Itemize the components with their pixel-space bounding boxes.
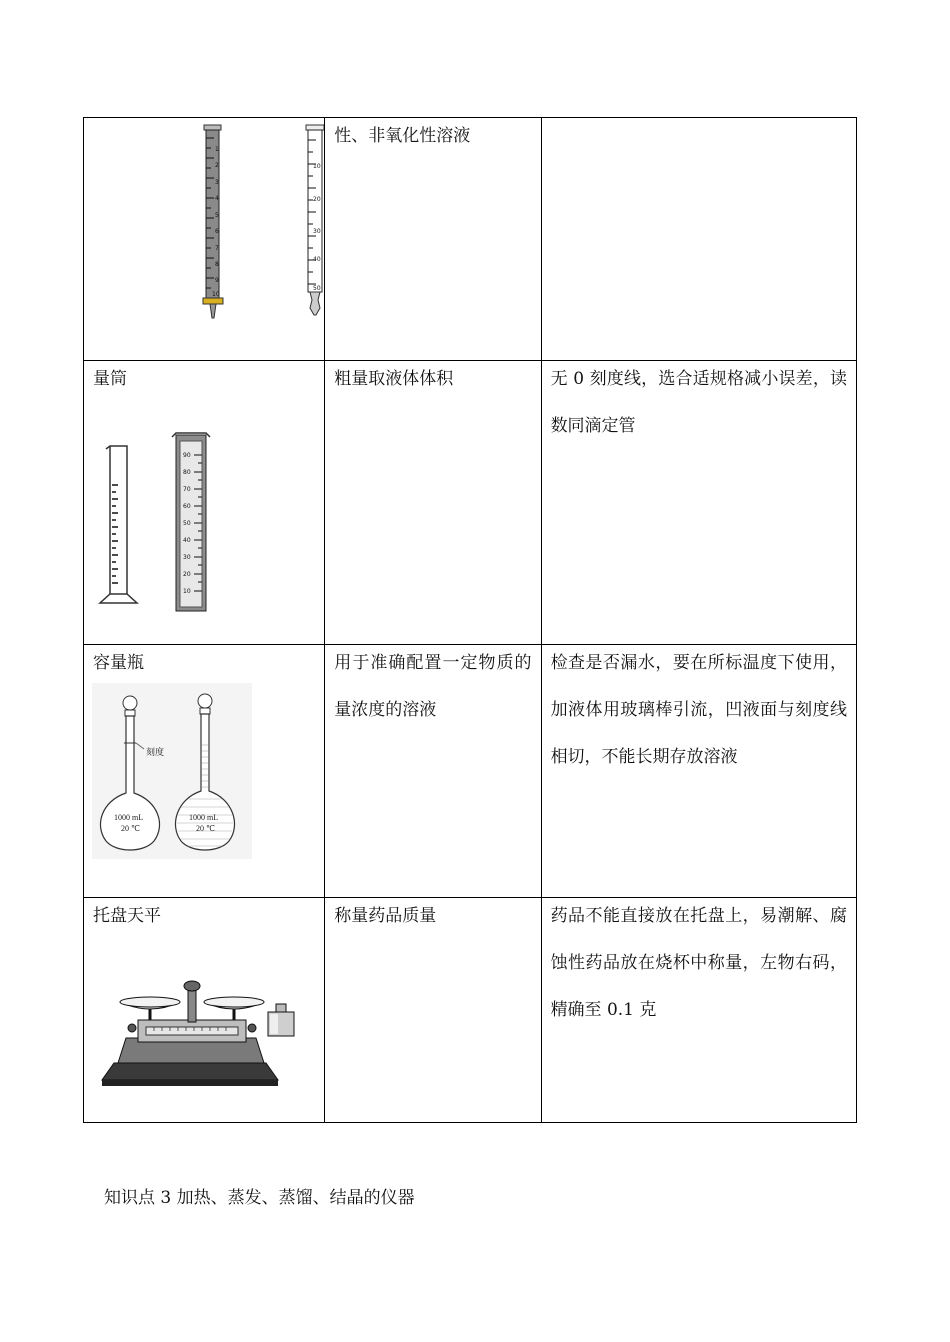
use-cell — [325, 118, 541, 361]
cylinder-tick-label: 90 — [183, 452, 191, 459]
instrument-name: 托盘天平 — [93, 906, 161, 926]
burette-tick-label: 3 — [215, 179, 219, 186]
burette-tick-label: 9 — [215, 277, 219, 284]
burette-tick-label: 2 — [215, 162, 219, 169]
graduated-cylinder-scaled — [172, 433, 210, 611]
flask-volume-label: 1000 mL — [114, 813, 144, 822]
table-row — [84, 898, 857, 1123]
burette-tick-label: 40 — [313, 256, 321, 263]
instrument-cell — [84, 118, 325, 361]
table-row — [84, 118, 857, 361]
use-cell — [325, 645, 541, 898]
burette-tick-label: 50 — [313, 285, 321, 292]
cylinder-tick-label: 60 — [183, 503, 191, 510]
left-pan — [120, 997, 180, 1007]
burette-tick-label: 30 — [313, 228, 321, 235]
cylinder-tick-label: 50 — [183, 520, 191, 527]
instrument-name: 容量瓶 — [93, 653, 144, 673]
burette-tick-label: 7 — [215, 245, 219, 252]
instrument-table — [83, 117, 857, 1123]
cylinder-tick-label: 80 — [183, 469, 191, 476]
instrument-cell — [84, 645, 325, 898]
note-cell — [541, 361, 856, 645]
instrument-cell — [84, 898, 325, 1123]
right-pan — [204, 997, 264, 1007]
graduated-cylinders-figure — [84, 391, 324, 641]
cylinder-tick-label: 20 — [183, 571, 191, 578]
cylinder-tick-label: 10 — [183, 588, 191, 595]
burette-tick-label: 8 — [215, 261, 219, 268]
cylinder-tick-label: 30 — [183, 554, 191, 561]
cylinder-tick-label: 40 — [183, 537, 191, 544]
burettes-figure — [84, 118, 324, 358]
instrument-name: 量筒 — [93, 369, 127, 389]
burette-tick-label: 10 — [313, 163, 321, 170]
table-row — [84, 645, 857, 898]
use-text: 称量药品质量 — [334, 906, 437, 926]
balance-base — [102, 1063, 278, 1080]
instrument-cell — [84, 361, 325, 645]
note-cell — [541, 118, 856, 361]
use-cell — [325, 898, 541, 1123]
burette-tick-label: 6 — [215, 228, 219, 235]
acid-burette — [203, 125, 223, 318]
cylinder-tick-label: 70 — [183, 486, 191, 493]
volumetric-flasks-figure — [84, 675, 324, 895]
flask-temp-label: 20 ℃ — [121, 824, 140, 833]
note-text: 药品不能直接放在托盘上，易潮解、腐蚀性药品放在烧杯中称量，左物右码，精确至 0.1 克 — [550, 906, 847, 1020]
tray-balance-figure — [84, 928, 324, 1118]
note-cell — [541, 898, 856, 1123]
table-row — [84, 361, 857, 645]
note-text: 检查是否漏水，要在所标温度下使用，加液体用玻璃棒引流，凹液面与刻度线相切，不能长期存放溶液 — [550, 653, 847, 767]
note-cell — [541, 645, 856, 898]
weight-icon — [268, 1004, 294, 1036]
section-heading: 知识点 3 加热、蒸发、蒸馏、结晶的仪器 — [104, 1188, 415, 1208]
note-text: 无 0 刻度线，选合适规格减小误差，读数同滴定管 — [550, 369, 847, 436]
mark-label: 刻度 — [146, 748, 165, 758]
use-text: 性、非氧化性溶液 — [334, 126, 471, 146]
burette-tick-label: 10 — [212, 291, 220, 298]
base-burette — [306, 125, 324, 315]
burette-tick-label: 1 — [215, 146, 219, 153]
burette-tick-label: 4 — [215, 195, 219, 202]
use-cell — [325, 361, 541, 645]
flask-temp-label: 20 ℃ — [196, 824, 215, 833]
graduated-cylinder — [100, 446, 137, 603]
burette-tick-label: 20 — [313, 196, 321, 203]
use-text: 粗量取液体体积 — [334, 369, 454, 389]
burette-tick-label: 5 — [215, 212, 219, 219]
use-text: 用于准确配置一定物质的量浓度的溶液 — [334, 653, 532, 720]
stopcock-icon — [203, 298, 223, 304]
flask-volume-label: 1000 mL — [189, 813, 219, 822]
